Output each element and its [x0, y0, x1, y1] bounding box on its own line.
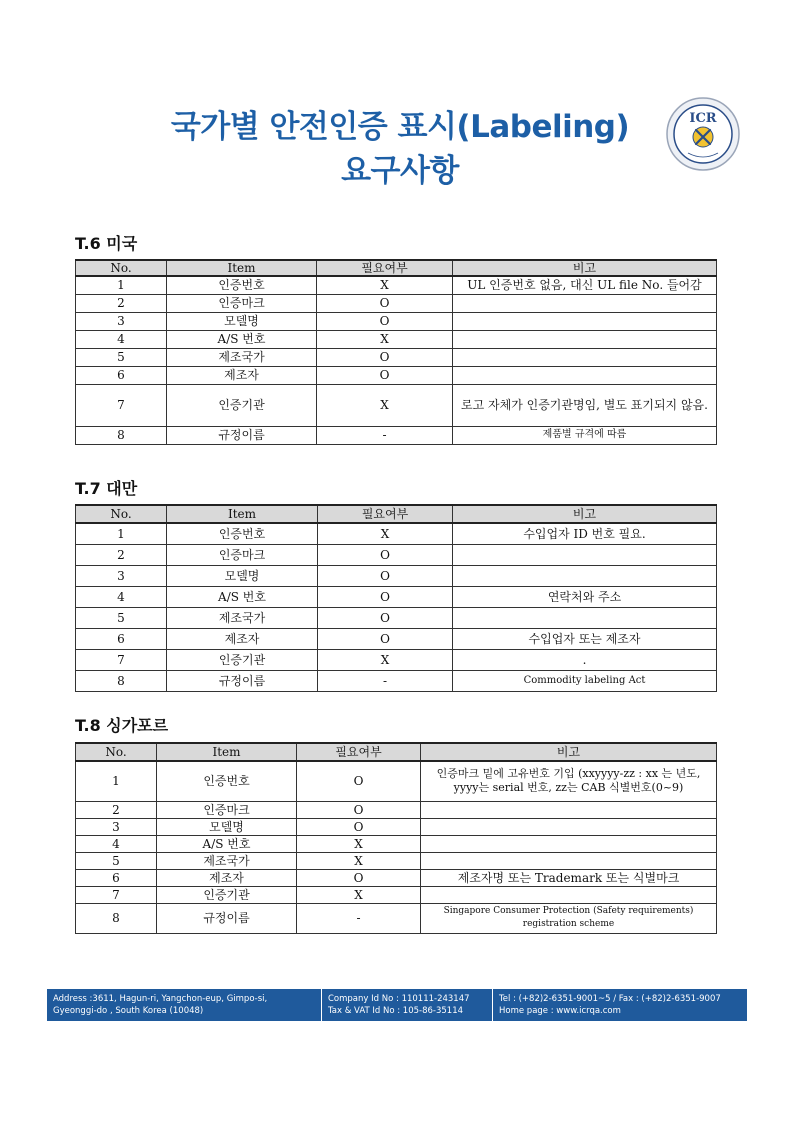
row-note: .	[453, 649, 717, 670]
column-header-item: Item	[167, 505, 318, 523]
requirements-table-singapore	[75, 742, 717, 934]
row-note: 제품별 규격에 따름	[453, 426, 717, 444]
row-no: 4	[76, 330, 167, 348]
row-no: 1	[76, 761, 157, 801]
footer-tel-fax: Tel : (+82)2-6351-9001~5 / Fax : (+82)2-6351-9007	[499, 994, 721, 1004]
row-required: O	[297, 869, 421, 886]
row-required: X	[297, 835, 421, 852]
row-note: Singapore Consumer Protection (Safety requirements) registration scheme	[421, 903, 717, 933]
document-title-line-1: 국가별 안전인증 표시(Labeling)	[170, 109, 630, 145]
column-header-required: 필요여부	[317, 260, 453, 276]
row-item: 제조자	[157, 869, 297, 886]
footer-company-id: Company Id No : 110111-243147	[328, 994, 470, 1004]
row-no: 3	[76, 818, 157, 835]
row-note	[453, 348, 717, 366]
column-header-note: 비고	[421, 743, 717, 761]
table-row	[76, 670, 717, 691]
row-required: O	[318, 544, 453, 565]
row-no: 6	[76, 366, 167, 384]
row-required: O	[297, 801, 421, 818]
icr-logo	[666, 97, 740, 171]
table-header-row	[76, 743, 717, 761]
row-required: X	[297, 886, 421, 903]
row-no: 2	[76, 801, 157, 818]
row-required: -	[297, 903, 421, 933]
row-no: 8	[76, 426, 167, 444]
logo-text: ICR	[689, 111, 717, 126]
row-no: 1	[76, 523, 167, 544]
row-note	[421, 835, 717, 852]
table-row	[76, 426, 717, 444]
row-note: 제조자명 또는 Trademark 또는 식별마크	[421, 869, 717, 886]
footer-tax-id: Tax & VAT Id No : 105-86-35114	[328, 1006, 464, 1016]
column-header-item: Item	[157, 743, 297, 761]
row-item: 제조자	[167, 366, 317, 384]
footer-homepage: Home page : www.icrqa.com	[499, 1006, 621, 1016]
table-row	[76, 869, 717, 886]
row-note	[421, 886, 717, 903]
table-row	[76, 761, 717, 801]
table-row	[76, 903, 717, 933]
row-note	[453, 330, 717, 348]
table-row	[76, 565, 717, 586]
row-item: 규정이름	[167, 426, 317, 444]
row-item: 모델명	[167, 312, 317, 330]
row-required: O	[317, 348, 453, 366]
row-no: 1	[76, 276, 167, 294]
row-no: 6	[76, 628, 167, 649]
row-item: 제조국가	[157, 852, 297, 869]
table-row	[76, 384, 717, 426]
table-row	[76, 852, 717, 869]
row-note	[421, 852, 717, 869]
row-required: O	[317, 366, 453, 384]
row-note: 수입업자 ID 번호 필요.	[453, 523, 717, 544]
row-no: 5	[76, 852, 157, 869]
row-item: 인증번호	[167, 523, 318, 544]
requirements-table-taiwan	[75, 504, 717, 692]
table-row	[76, 586, 717, 607]
row-no: 3	[76, 312, 167, 330]
document-title-line-2: 요구사항	[341, 153, 459, 189]
table-row	[76, 801, 717, 818]
column-header-note: 비고	[453, 260, 717, 276]
row-item: 규정이름	[167, 670, 318, 691]
table-row	[76, 523, 717, 544]
row-no: 5	[76, 348, 167, 366]
row-required: O	[318, 565, 453, 586]
row-no: 6	[76, 869, 157, 886]
row-required: X	[317, 384, 453, 426]
row-note: Commodity labeling Act	[453, 670, 717, 691]
row-required: O	[297, 818, 421, 835]
row-required: X	[318, 523, 453, 544]
row-item: 인증마크	[167, 294, 317, 312]
row-no: 7	[76, 649, 167, 670]
row-item: A/S 번호	[167, 586, 318, 607]
column-header-no: No.	[76, 260, 167, 276]
footer-address-line-2: Gyeonggi-do , South Korea (10048)	[53, 1006, 204, 1016]
row-required: X	[317, 276, 453, 294]
row-item: 인증번호	[167, 276, 317, 294]
table-row	[76, 330, 717, 348]
row-item: A/S 번호	[167, 330, 317, 348]
row-no: 3	[76, 565, 167, 586]
table-row	[76, 628, 717, 649]
column-header-note: 비고	[453, 505, 717, 523]
row-no: 2	[76, 544, 167, 565]
row-no: 7	[76, 384, 167, 426]
row-note: 수입업자 또는 제조자	[453, 628, 717, 649]
row-note: 로고 자체가 인증기관명임, 별도 표기되지 않음.	[453, 384, 717, 426]
row-note: 연락처와 주소	[453, 586, 717, 607]
column-header-item: Item	[167, 260, 317, 276]
row-item: 인증기관	[157, 886, 297, 903]
row-required: X	[297, 852, 421, 869]
row-note	[453, 366, 717, 384]
row-note	[453, 544, 717, 565]
table-row	[76, 835, 717, 852]
row-no: 2	[76, 294, 167, 312]
table-row	[76, 649, 717, 670]
page-footer	[47, 989, 747, 1021]
row-item: 인증기관	[167, 384, 317, 426]
table-row	[76, 818, 717, 835]
row-note	[453, 607, 717, 628]
row-no: 8	[76, 670, 167, 691]
table-row	[76, 276, 717, 294]
footer-address-line-1: Address :3611, Hagun-ri, Yangchon-eup, Gimpo-si,	[53, 994, 268, 1004]
footer-contact	[493, 989, 747, 1021]
column-header-required: 필요여부	[297, 743, 421, 761]
row-item: 모델명	[157, 818, 297, 835]
row-required: O	[318, 607, 453, 628]
row-item: 모델명	[167, 565, 318, 586]
table-row	[76, 348, 717, 366]
section-heading-taiwan: T.7 대만	[75, 479, 138, 498]
column-header-no: No.	[76, 743, 157, 761]
row-item: 인증기관	[167, 649, 318, 670]
table-row	[76, 312, 717, 330]
footer-address	[47, 989, 322, 1021]
row-note: 인증마크 밑에 고유번호 기입 (xxyyyy-zz : xx 는 년도, yyyy는 serial 번호, zz는 CAB 식별번호(0~9)	[421, 761, 717, 801]
row-item: 인증번호	[157, 761, 297, 801]
table-header-row	[76, 505, 717, 523]
footer-company-ids	[322, 989, 493, 1021]
table-row	[76, 294, 717, 312]
row-note	[453, 565, 717, 586]
column-header-required: 필요여부	[318, 505, 453, 523]
row-note	[421, 818, 717, 835]
row-no: 7	[76, 886, 157, 903]
row-required: O	[297, 761, 421, 801]
row-item: A/S 번호	[157, 835, 297, 852]
row-no: 8	[76, 903, 157, 933]
row-required: -	[318, 670, 453, 691]
requirements-table-usa	[75, 259, 717, 445]
section-heading-singapore: T.8 싱가포르	[75, 716, 169, 735]
row-no: 4	[76, 586, 167, 607]
document-title	[120, 105, 680, 193]
section-heading-usa: T.6 미국	[75, 234, 138, 253]
row-item: 인증마크	[167, 544, 318, 565]
row-required: X	[318, 649, 453, 670]
row-required: O	[318, 628, 453, 649]
row-no: 5	[76, 607, 167, 628]
table-row	[76, 544, 717, 565]
column-header-no: No.	[76, 505, 167, 523]
row-item: 제조국가	[167, 348, 317, 366]
row-required: O	[317, 312, 453, 330]
row-item: 인증마크	[157, 801, 297, 818]
row-note	[453, 312, 717, 330]
row-note: UL 인증번호 없음, 대신 UL file No. 들어감	[453, 276, 717, 294]
row-no: 4	[76, 835, 157, 852]
row-required: O	[317, 294, 453, 312]
row-note	[453, 294, 717, 312]
row-item: 제조국가	[167, 607, 318, 628]
table-header-row	[76, 260, 717, 276]
row-item: 규정이름	[157, 903, 297, 933]
row-item: 제조자	[167, 628, 318, 649]
row-note	[421, 801, 717, 818]
row-required: O	[318, 586, 453, 607]
table-row	[76, 886, 717, 903]
row-required: -	[317, 426, 453, 444]
row-required: X	[317, 330, 453, 348]
table-row	[76, 366, 717, 384]
table-row	[76, 607, 717, 628]
